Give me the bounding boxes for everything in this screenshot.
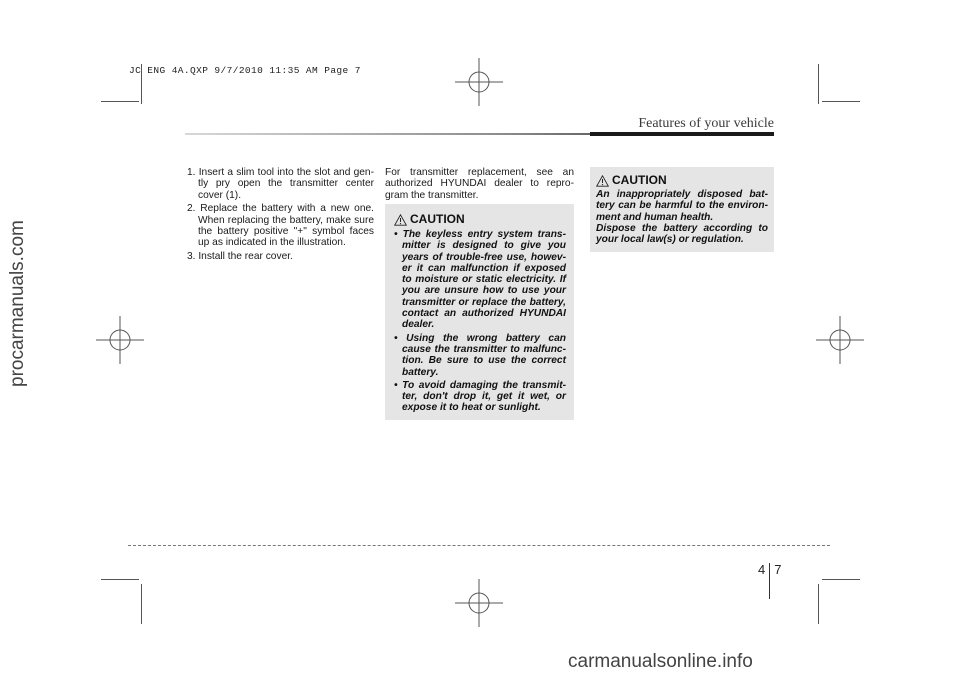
watermark-bottom: carmanualsonline.info	[568, 651, 753, 672]
battery-replacement-steps	[187, 167, 374, 264]
caution-box-transmitter	[385, 204, 574, 420]
header-rule-accent	[590, 132, 774, 136]
warning-triangle-icon	[394, 214, 407, 226]
caution-line: An inappropriately disposed bat-tery can be harmful to the environ-ment and human health.	[596, 189, 768, 223]
trim-mark	[818, 64, 819, 104]
trim-mark	[822, 579, 860, 580]
caution-heading	[596, 173, 774, 187]
caution-item: • To avoid damaging the transmit-ter, don't drop it, get it wet, or expose it to heat or sunlight.	[394, 379, 566, 414]
trim-mark	[818, 584, 819, 624]
step-item: 3. Install the rear cover.	[187, 250, 293, 262]
caution-line: Dispose the battery according to your local law(s) or regulation.	[596, 222, 768, 246]
trim-mark	[822, 101, 860, 102]
replacement-note: For transmitter replacement, see an authorized HYUNDAI dealer to repro-gram the transmitter.	[385, 167, 574, 201]
page-header-title: Features of your vehicle	[638, 116, 774, 131]
crosshair-icon	[96, 316, 144, 364]
trim-mark	[141, 584, 142, 624]
step-item: 1. Insert a slim tool into the slot and gen-tly pry open the transmitter center cover (1).	[187, 167, 374, 201]
crosshair-icon	[455, 58, 503, 106]
trim-mark	[101, 101, 139, 102]
caution-body	[394, 229, 566, 414]
print-slug: JC ENG 4A.QXP 9/7/2010 11:35 AM Page 7	[129, 65, 361, 76]
warning-triangle-icon	[596, 175, 609, 187]
footer-rule	[128, 545, 830, 546]
caution-title: CAUTION	[410, 212, 465, 226]
trim-mark	[101, 579, 139, 580]
step-item: 2. Replace the battery with a new one. When replacing the battery, make sure the battery positive "+" symbol faces up as indicated in the illustration.	[187, 203, 374, 249]
section-number: 4	[758, 561, 766, 577]
crosshair-icon	[816, 316, 864, 364]
caution-box-disposal	[590, 167, 774, 252]
caution-item: • Using the wrong battery can cause the transmitter to malfunc-tion. Be sure to use the correct battery.	[394, 332, 566, 378]
caution-item: • The keyless entry system trans-mitter is designed to give you years of trouble-free use, howev-er it can malfunction if exposed to moisture or static electricity. If you are unsure how to use your transmitter or replace the battery, contact an authorized HYUNDAI dealer.	[394, 229, 566, 331]
caution-heading	[394, 212, 574, 226]
watermark-side: procarmanuals.com	[7, 220, 28, 387]
crosshair-icon	[455, 579, 503, 627]
page-number	[758, 551, 781, 587]
caution-title: CAUTION	[612, 173, 667, 187]
page-number-value: 7	[774, 561, 782, 577]
page-number-divider	[769, 563, 770, 599]
caution-body	[596, 189, 768, 245]
